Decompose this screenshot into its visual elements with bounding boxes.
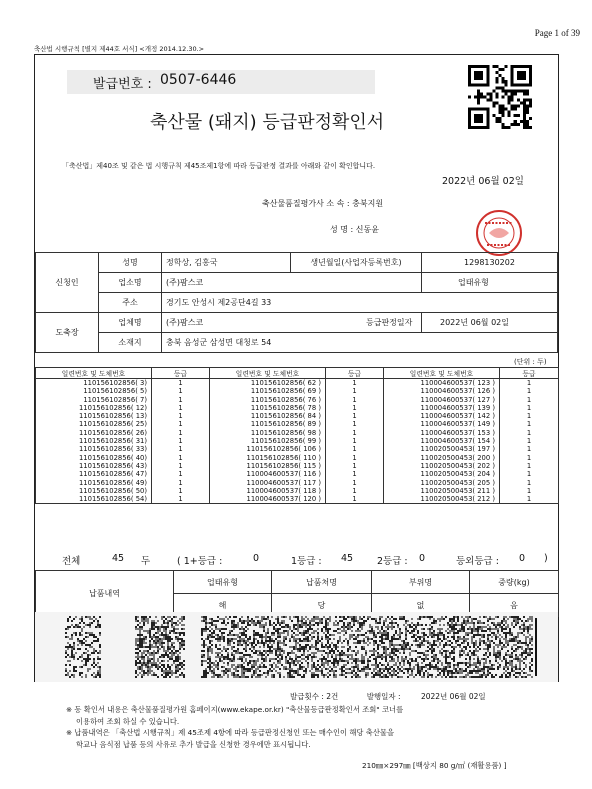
grade-cell: 1 — [326, 495, 384, 504]
grade-cell: 1 — [500, 479, 559, 487]
column-header: 등급 — [500, 368, 559, 379]
delivery-header: 중량(kg) — [470, 571, 559, 594]
carcass-number-cell: 110004600537( 126 ) — [384, 387, 500, 395]
carcass-number-cell: 110156102856( 25) — [36, 420, 152, 428]
official-seal-icon — [475, 209, 523, 257]
grade-cell: 1 — [152, 487, 210, 495]
carcass-number-cell: 110020500453( 204 ) — [384, 470, 500, 478]
note-line: ※ 동 확인서 내용은 축산물품질평가원 홈페이지(www.ekape.or.kr) "축산물등급판정확인서 조회" 코너를 — [66, 705, 404, 714]
table-row — [36, 479, 559, 487]
applicant-name: 정학상, 김홍국 — [162, 253, 291, 273]
carcass-number-cell: 110004600537( 153 ) — [384, 429, 500, 437]
grade-cell: 1 — [500, 462, 559, 470]
note-line: 이용하여 조회 하실 수 있습니다. — [76, 716, 180, 726]
carcass-number-cell: 110004600537( 154 ) — [384, 437, 500, 445]
grade-1-count: 45 — [341, 553, 354, 564]
carcass-number-cell: 110156102856( 98 ) — [210, 429, 326, 437]
delivery-value: 없 — [372, 594, 470, 617]
table-row — [36, 387, 559, 395]
carcass-number-cell: 110156102856( 33) — [36, 445, 152, 453]
security-pattern-band — [35, 612, 558, 682]
totals-close: ) — [544, 553, 548, 564]
grade-cell: 1 — [152, 412, 210, 420]
grading-date-value: 2022년 06월 02일 — [440, 318, 509, 327]
grade-cell: 1 — [326, 420, 384, 428]
grade-cell: 1 — [326, 412, 384, 420]
carcass-number-cell: 110156102856( 7) — [36, 396, 152, 404]
footnotes — [66, 704, 403, 750]
grade-cell: 1 — [326, 379, 384, 388]
carcass-number-cell: 110156102856( 50) — [36, 487, 152, 495]
grade-cell: 1 — [152, 479, 210, 487]
carcass-number-cell: 110004600537( 123 ) — [384, 379, 500, 388]
inspector-name: 성 명 : 신동윤 — [330, 225, 379, 234]
note-line: 학교나 음식점 납품 등의 사유로 추가 발급을 신청한 경우에만 표시됩니다. — [76, 739, 311, 749]
table-row — [36, 462, 559, 470]
qr-code-icon — [468, 64, 532, 130]
page-number: Page 1 of 39 — [534, 28, 580, 38]
table-row — [36, 487, 559, 495]
delivery-table — [35, 570, 559, 617]
grade-cell: 1 — [326, 462, 384, 470]
grade-totals — [35, 549, 558, 571]
grading-table — [35, 367, 559, 504]
column-header: 등급 — [326, 368, 384, 379]
issue-date: 2022년 06월 02일 — [442, 176, 524, 187]
table-row — [36, 420, 559, 428]
grade-1plus-label: ( 1+등급 : — [177, 556, 223, 567]
grade-cell: 1 — [152, 445, 210, 453]
grade-cell: 1 — [152, 420, 210, 428]
carcass-number-cell: 110004600537( 120 ) — [210, 495, 326, 504]
slaughterhouse-location: 충북 음성군 삼성면 대청로 54 — [162, 333, 558, 353]
carcass-number-cell: 110004600537( 139 ) — [384, 404, 500, 412]
grade-cell: 1 — [152, 495, 210, 504]
grade-2-label: 2등급 : — [377, 556, 408, 567]
table-row — [36, 412, 559, 420]
carcass-number-cell: 110156102856( 26) — [36, 429, 152, 437]
table-row — [36, 470, 559, 478]
grade-1-label: 1등급 : — [291, 556, 322, 567]
head-unit: 두 — [141, 556, 151, 567]
legal-statement: 「축산법」제40조 및 같은 법 시행규칙 제45조제1항에 따라 등급판정 결과를 아래와 같이 확인합니다. — [62, 162, 376, 170]
delivery-value: 해 — [174, 594, 272, 617]
carcass-number-cell: 110020500453( 211 ) — [384, 487, 500, 495]
issue-number: 0507-6446 — [160, 72, 237, 88]
carcass-number-cell: 110004600537( 118 ) — [210, 487, 326, 495]
grade-cell: 1 — [500, 412, 559, 420]
note-line: ※ 납품내역은 「축산법 시행규칙」제 45조제 4항에 따라 등급판정신청인 또는 매수인이 해당 축산물을 — [66, 728, 395, 737]
table-row — [36, 429, 559, 437]
grade-cell: 1 — [326, 429, 384, 437]
grade-cell: 1 — [326, 396, 384, 404]
grade-cell: 1 — [500, 445, 559, 453]
grade-cell: 1 — [152, 437, 210, 445]
carcass-number-cell: 110156102856( 110 ) — [210, 454, 326, 462]
applicant-table — [35, 252, 558, 353]
inspector-affiliation: 축산물품질평가사 소 속 : 충북지원 — [262, 199, 384, 208]
carcass-number-cell: 110004600537( 149 ) — [384, 420, 500, 428]
delivery-header: 납품처명 — [272, 571, 372, 594]
grade-cell: 1 — [152, 429, 210, 437]
grade-cell: 1 — [500, 470, 559, 478]
grade-cell: 1 — [152, 462, 210, 470]
form-reference: 축산법 시행규칙 [별지 제44호 서식] <개정 2014.12.30.> — [34, 45, 205, 53]
grade-cell: 1 — [500, 404, 559, 412]
table-row — [36, 396, 559, 404]
grade-cell: 1 — [326, 479, 384, 487]
column-header: 일련번호 및 도체번호 — [384, 368, 500, 379]
applicant-section: 신청인 — [36, 253, 99, 313]
delivery-header: 부위명 — [372, 571, 470, 594]
grade-cell: 1 — [152, 454, 210, 462]
ungraded-label: 등외등급 : — [456, 556, 499, 567]
grade-cell: 1 — [152, 387, 210, 395]
carcass-number-cell: 110156102856( 47) — [36, 470, 152, 478]
grade-cell: 1 — [326, 454, 384, 462]
business-type-label: 업태유형 — [422, 273, 558, 293]
grade-cell: 1 — [326, 404, 384, 412]
grade-cell: 1 — [152, 470, 210, 478]
carcass-number-cell: 110004600537( 117 ) — [210, 479, 326, 487]
applicant-business: (주)팜스코 — [162, 273, 422, 293]
carcass-number-cell: 110156102856( 99 ) — [210, 437, 326, 445]
grade-cell: 1 — [500, 396, 559, 404]
grade-cell: 1 — [500, 420, 559, 428]
slaughterhouse-name: (주)팜스코 — [162, 313, 422, 333]
carcass-number-cell: 110156102856( 12) — [36, 404, 152, 412]
carcass-number-cell: 110020500453( 202 ) — [384, 462, 500, 470]
unit-label: (단위 : 두) — [514, 358, 547, 366]
carcass-number-cell: 110004600537( 142 ) — [384, 412, 500, 420]
carcass-number-cell: 110156102856( 69 ) — [210, 387, 326, 395]
carcass-number-cell: 110156102856( 49) — [36, 479, 152, 487]
birth-label: 생년월일(사업자등록번호) — [291, 253, 422, 273]
ungraded-count: 0 — [519, 553, 526, 564]
grade-1plus-count: 0 — [253, 553, 260, 564]
slaughterhouse-section: 도축장 — [36, 313, 99, 353]
carcass-number-cell: 110156102856( 3) — [36, 379, 152, 388]
column-header: 등급 — [152, 368, 210, 379]
name-label: 성명 — [99, 253, 162, 273]
delivery-label: 납품내역 — [36, 571, 174, 617]
carcass-number-cell: 110004600537( 116 ) — [210, 470, 326, 478]
issue-date-label: 발행일자 : — [366, 692, 401, 701]
footer-issue-date: 2022년 06월 02일 — [420, 692, 486, 701]
issue-info — [290, 691, 486, 702]
grade-cell: 1 — [500, 454, 559, 462]
carcass-number-cell: 110156102856( 78 ) — [210, 404, 326, 412]
applicant-address: 경기도 안성시 제2공단4길 33 — [162, 293, 558, 313]
carcass-number-cell: 110156102856( 115 ) — [210, 462, 326, 470]
column-header: 일련번호 및 도체번호 — [210, 368, 326, 379]
grade-cell: 1 — [500, 387, 559, 395]
table-row — [36, 495, 559, 504]
delivery-header: 업태유형 — [174, 571, 272, 594]
grade-cell: 1 — [500, 495, 559, 504]
total-count: 45 — [112, 553, 125, 564]
issue-number-label: 발급번호 : — [93, 77, 152, 92]
grade-cell: 1 — [326, 487, 384, 495]
carcass-number-cell: 110156102856( 62 ) — [210, 379, 326, 388]
total-label: 전체 — [62, 556, 81, 567]
carcass-number-cell: 110156102856( 76 ) — [210, 396, 326, 404]
carcass-number-cell: 110020500453( 197 ) — [384, 445, 500, 453]
carcass-number-cell: 110156102856( 5) — [36, 387, 152, 395]
carcass-number-cell: 110156102856( 40) — [36, 454, 152, 462]
delivery-value: 음 — [470, 594, 559, 617]
carcass-number-cell: 110020500453( 200 ) — [384, 454, 500, 462]
document-title: 축산물 (돼지) 등급판정확인서 — [150, 112, 385, 133]
company-label: 업체명 — [99, 313, 162, 333]
applicant-birth: 1298130202 — [422, 253, 558, 273]
address-label: 주소 — [99, 293, 162, 313]
grading-date — [366, 313, 558, 333]
carcass-number-cell: 110156102856( 106 ) — [210, 445, 326, 453]
table-row — [36, 445, 559, 453]
carcass-number-cell: 110004600537( 127 ) — [384, 396, 500, 404]
carcass-number-cell: 110020500453( 212 ) — [384, 495, 500, 504]
grade-cell: 1 — [500, 429, 559, 437]
business-label: 업소명 — [99, 273, 162, 293]
issue-count: 발급횟수 : 2건 — [290, 692, 339, 701]
table-row — [36, 454, 559, 462]
delivery-value: 당 — [272, 594, 372, 617]
paper-spec: 210㎜×297㎜ [백상지 80 g/㎡ (재활용품) ] — [362, 761, 507, 770]
grading-date-label: 등급판정일자 — [366, 318, 413, 327]
location-label: 소재지 — [99, 333, 162, 353]
carcass-number-cell: 110020500453( 205 ) — [384, 479, 500, 487]
column-header: 일련번호 및 도체번호 — [36, 368, 152, 379]
carcass-number-cell: 110156102856( 13) — [36, 412, 152, 420]
grade-cell: 1 — [326, 445, 384, 453]
grade-cell: 1 — [326, 387, 384, 395]
carcass-number-cell: 110156102856( 31) — [36, 437, 152, 445]
grade-cell: 1 — [152, 404, 210, 412]
carcass-number-cell: 110156102856( 54) — [36, 495, 152, 504]
table-row — [36, 437, 559, 445]
grade-cell: 1 — [326, 470, 384, 478]
table-row — [36, 404, 559, 412]
grade-cell: 1 — [500, 437, 559, 445]
carcass-number-cell: 110156102856( 84 ) — [210, 412, 326, 420]
grade-cell: 1 — [326, 437, 384, 445]
table-row — [36, 379, 559, 388]
grade-2-count: 0 — [419, 553, 426, 564]
grade-cell: 1 — [152, 396, 210, 404]
grade-cell: 1 — [500, 487, 559, 495]
carcass-number-cell: 110156102856( 43) — [36, 462, 152, 470]
grade-cell: 1 — [500, 379, 559, 388]
grade-cell: 1 — [152, 379, 210, 388]
carcass-number-cell: 110156102856( 89 ) — [210, 420, 326, 428]
